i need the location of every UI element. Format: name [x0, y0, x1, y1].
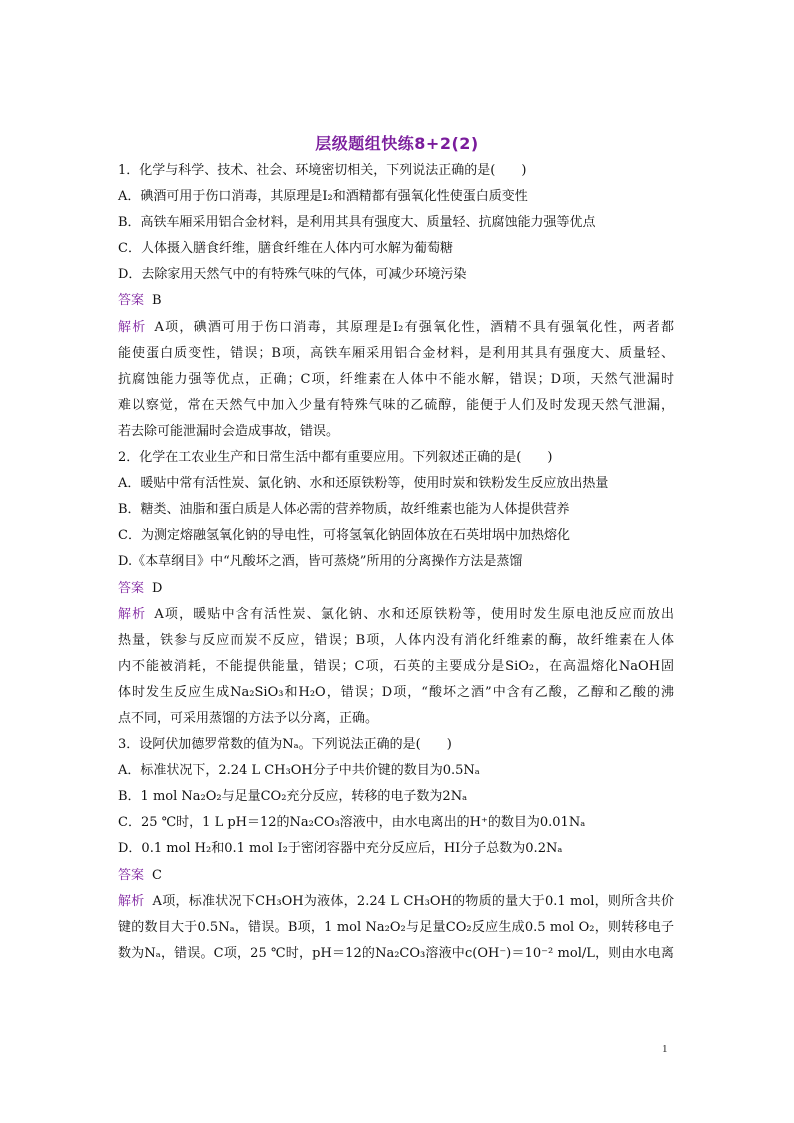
q2-answer: D — [152, 580, 163, 596]
q3-option-c: C．25 ℃时，1 L pH＝12的Na₂CO₃溶液中，由水电离出的H⁺的数目为0.01Nₐ — [118, 815, 586, 831]
q2-analysis-line: 解析 A项，暖贴中含有活性炭、氯化钠、水和还原铁粉等，使用时发生原电池反应而放出 — [118, 606, 674, 622]
q3-stem: 3．设阿伏加德罗常数的值为Nₐ。下列说法正确的是( ) — [118, 737, 452, 753]
answer-label: 答案 — [118, 293, 145, 309]
analysis-label: 解析 — [118, 606, 147, 622]
q1-analysis-line: 解析 A项，碘酒可用于伤口消毒，其原理是I₂有强氧化性，酒精不具有强氧化性，两者都 — [118, 319, 674, 335]
q2-answer-row — [118, 576, 674, 602]
q1-analysis-line: 难以察觉，常在天然气中加入少量有特殊气味的乙硫醇，能便于人们及时发现天然气泄漏， — [118, 397, 674, 413]
q3-analysis-line: 键的数目大于0.5Nₐ，错误。B项，1 mol Na₂O₂与足量CO₂反应生成0.5 mol O₂，则转移电子 — [118, 919, 674, 935]
q1-option-b: B．高铁车厢采用铝合金材料，是利用其具有强度大、质量轻、抗腐蚀能力强等优点 — [118, 215, 596, 231]
analysis-label: 解析 — [118, 893, 145, 909]
page-title: 层级题组快练8+2(2) — [315, 134, 479, 153]
q2-analysis-line: 点不同，可采用蒸馏的方法予以分离，正确。 — [118, 710, 379, 726]
answer-label: 答案 — [118, 580, 145, 596]
page-number: 1 — [662, 1043, 668, 1055]
document-body — [118, 158, 674, 967]
q3-answer: C — [152, 867, 162, 883]
q1-option-a: A．碘酒可用于伤口消毒，其原理是I₂和酒精都有强氧化性使蛋白质变性 — [118, 189, 528, 205]
q2-analysis-line: 内不能被消耗，不能提供能量，错误；C项，石英的主要成分是SiO₂，在高温熔化NaOH固 — [118, 658, 675, 674]
q3-option-a: A．标准状况下，2.24 L CH₃OH分子中共价键的数目为0.5Nₐ — [118, 763, 480, 779]
q1-analysis-line: 抗腐蚀能力强等优点，正确；C项，纤维素在人体中不能水解，错误；D项，天然气泄漏时 — [118, 371, 674, 387]
analysis-label: 解析 — [118, 319, 147, 335]
q3-answer-row — [118, 863, 674, 889]
q2-analysis-line: 体时发生反应生成Na₂SiO₃和H₂O，错误；D项，“酸坏之酒”中含有乙酸，乙醇和乙酸的沸 — [118, 684, 674, 700]
q1-option-c: C．人体摄入膳食纤维，膳食纤维在人体内可水解为葡萄糖 — [118, 241, 453, 257]
q1-answer-row — [118, 288, 674, 314]
q3-analysis-line: 解析 A项，标准状况下CH₃OH为液体，2.24 L CH₃OH的物质的量大于0.1 mol，则所含共价 — [118, 893, 674, 909]
q1-stem: 1．化学与科学、技术、社会、环境密切相关，下列说法正确的是( ) — [118, 163, 527, 178]
q2-analysis-line: 热量，铁参与反应而炭不反应，错误；B项，人体内没有消化纤维素的酶，故纤维素在人体 — [118, 632, 674, 648]
answer-label: 答案 — [118, 867, 145, 883]
q2-option-c: C．为测定熔融氢氧化钠的导电性，可将氢氧化钠固体放在石英坩埚中加热熔化 — [118, 528, 570, 544]
q2-option-d: D.《本草纲目》中“凡酸坏之酒，皆可蒸烧”所用的分离操作方法是蒸馏 — [118, 554, 523, 570]
q2-stem: 2．化学在工农业生产和日常生活中都有重要应用。下列叙述正确的是( ) — [118, 450, 553, 466]
q3-option-b: B．1 mol Na₂O₂与足量CO₂充分反应，转移的电子数为2Nₐ — [118, 789, 468, 805]
q3-analysis-line: 数为Nₐ，错误。C项，25 ℃时，pH＝12的Na₂CO₃溶液中c(OH⁻)＝10⁻² mol/L，则由水电离 — [118, 945, 674, 961]
q1-analysis-line: 若去除可能泄漏时会造成事故，错误。 — [118, 423, 340, 439]
q1-option-d: D．去除家用天然气中的有特殊气味的气体，可减少环境污染 — [118, 267, 467, 283]
q2-option-a: A．暖贴中常有活性炭、氯化钠、水和还原铁粉等，使用时炭和铁粉发生反应放出热量 — [118, 476, 609, 492]
q3-option-d: D．0.1 mol H₂和0.1 mol I₂于密闭容器中充分反应后，HI分子总数为0.2Nₐ — [118, 841, 563, 857]
q1-answer: B — [152, 293, 162, 309]
q1-analysis-line: 能使蛋白质变性，错误；B项，高铁车厢采用铝合金材料，是利用其具有强度大、质量轻、 — [118, 345, 674, 361]
q2-option-b: B．糖类、油脂和蛋白质是人体必需的营养物质，故纤维素也能为人体提供营养 — [118, 502, 570, 518]
